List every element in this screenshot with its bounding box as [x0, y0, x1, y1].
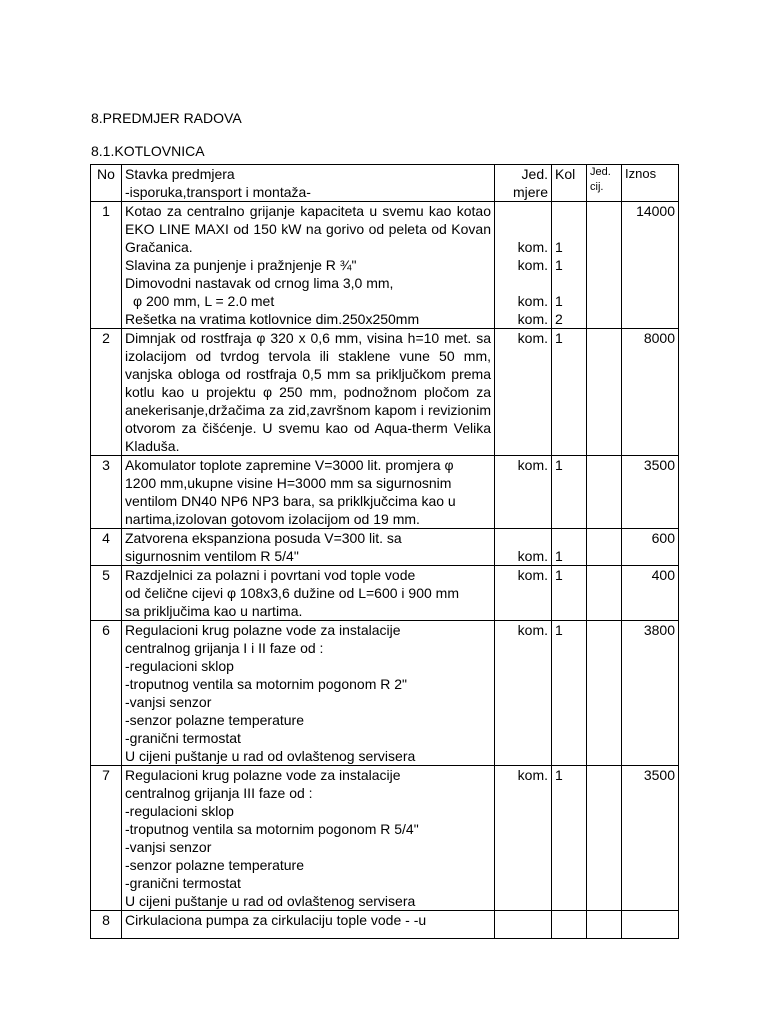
- table-row: [91, 529, 679, 566]
- row-description: Dimnjak od rostfraja φ 320 x 0,6 mm, visina h=10 met. sa izolacijom od tvrdog tervola ili staklene vune 50 mm, vanjska obloga od rostfraja 0,5 mm sa priključkom prema kotlu kao u projektu φ 250 mm, podnožnom pločom za anekerisanje,držačima za zid,završnom kapom i revizionim otvorom za čišćenje. U svemu kao od Aqua-therm Velika Kladuša.: [122, 329, 495, 456]
- row-qty: 1: [552, 329, 587, 456]
- row-unit: kom.: [495, 566, 552, 621]
- table-header-row: [91, 165, 679, 202]
- header-desc-line1: Stavka predmjera: [125, 166, 235, 182]
- header-unit-line1: Jed.: [521, 166, 548, 182]
- row-unit-price: [587, 456, 622, 529]
- row-qty-value: 1: [555, 293, 563, 309]
- row-qty: 1: [552, 766, 587, 911]
- row-desc-line: Regulacioni krug polazne vode za instalacije: [125, 622, 401, 638]
- table-row: [91, 202, 679, 329]
- row-qty: 1: [552, 566, 587, 621]
- row-unit-value: kom.: [517, 293, 548, 309]
- header-unitprice-line2: cij.: [590, 181, 604, 193]
- row-qty: 1: [552, 456, 587, 529]
- row-amount: 8000: [622, 329, 679, 456]
- row-no: 3: [91, 456, 122, 529]
- row-desc-line: Razdjelnici za polazni i povrtani vod tople vode: [125, 567, 416, 583]
- row-no: 2: [91, 329, 122, 456]
- row-no: 8: [91, 911, 122, 939]
- header-qty: Kol: [552, 165, 587, 202]
- header-unit-price: [587, 165, 622, 202]
- row-amount: 3500: [622, 456, 679, 529]
- header-desc-line2: -isporuka,transport i montaža-: [125, 184, 311, 200]
- table-row: [91, 566, 679, 621]
- row-unit-price: [587, 766, 622, 911]
- row-unit-value: kom.: [517, 257, 548, 273]
- row-desc-main: Kotao za centralno grijanje kapaciteta u svemu kao kotao EKO LINE MAXI od 150 kW na gorivo od peleta od Kovan Gračanica.: [125, 203, 491, 255]
- table-row: [91, 621, 679, 766]
- row-desc-line: od čelične cijevi φ 108x3,6 dužine od L=600 i 900 mm: [125, 585, 460, 601]
- row-unit: [495, 529, 552, 566]
- row-unit: kom.: [495, 621, 552, 766]
- row-unit: kom.: [495, 766, 552, 911]
- row-qty: 1: [552, 621, 587, 766]
- row-no: 6: [91, 621, 122, 766]
- row-unit-price: [587, 329, 622, 456]
- row-amount: 600: [622, 529, 679, 566]
- header-no: No: [91, 165, 122, 202]
- header-amount: Iznos: [622, 165, 679, 202]
- row-desc-line: ventilom DN40 NP6 NP3 bara, sa priklkjučcima kao u: [125, 493, 456, 509]
- row-unit: [495, 202, 552, 329]
- row-desc-line: centralnog grijanja I i II faze od :: [125, 640, 324, 656]
- row-no: 5: [91, 566, 122, 621]
- row-qty-value: 1: [555, 257, 563, 273]
- row-description: [122, 766, 495, 911]
- row-desc-line: nartima,izolovan gotovom izolacijom od 19 mm.: [125, 511, 420, 527]
- row-qty-value: 1: [555, 239, 563, 255]
- row-desc-line: centralnog grijanja III faze od :: [125, 785, 313, 801]
- row-unit-price: [587, 566, 622, 621]
- row-unit-value: kom.: [517, 311, 548, 327]
- row-no: 1: [91, 202, 122, 329]
- row-unit: kom.: [495, 329, 552, 456]
- row-desc-line: -troputnog ventila sa motornim pogonom R 2": [125, 676, 408, 692]
- row-amount: 14000: [622, 202, 679, 329]
- row-desc-line: 1200 mm,ukupne visine H=3000 mm sa sigurnosnim: [125, 475, 452, 491]
- row-desc-line: -vanjsi senzor: [125, 839, 212, 855]
- row-desc-line: -vanjsi senzor: [125, 694, 212, 710]
- row-description: Cirkulaciona pumpa za cirkulaciju tople vode - -u: [122, 911, 495, 939]
- row-amount: [622, 911, 679, 939]
- subsection-title: 8.1.KOTLOVNICA: [91, 143, 205, 159]
- table-row: [91, 766, 679, 911]
- row-no: 7: [91, 766, 122, 911]
- row-desc-line: -troputnog ventila sa motornim pogonom R 5/4": [125, 821, 419, 837]
- row-desc-line: U cijeni puštanje u rad od ovlaštenog servisera: [125, 748, 416, 764]
- header-unitprice-line1: Jed.: [590, 166, 611, 178]
- row-qty-value: 2: [555, 311, 563, 327]
- row-no: 4: [91, 529, 122, 566]
- row-amount: 400: [622, 566, 679, 621]
- row-unit: kom.: [495, 456, 552, 529]
- row-description: [122, 566, 495, 621]
- row-desc-sub: φ 200 mm, L = 2.0 met: [133, 293, 275, 309]
- row-desc-line: sigurnosnim ventilom R 5/4": [125, 548, 299, 564]
- row-unit-price: [587, 621, 622, 766]
- row-desc-line: -senzor polazne temperature: [125, 857, 304, 873]
- row-desc-sub: Slavina za punjenje i pražnjenje R ¾": [125, 257, 357, 273]
- row-desc-sub: Rešetka na vratima kotlovnice dim.250x250mm: [125, 311, 420, 327]
- row-description: [122, 529, 495, 566]
- row-unit-price: [587, 202, 622, 329]
- table-row: [91, 911, 679, 939]
- row-desc-sub: Dimovodni nastavak od crnog lima 3,0 mm,: [125, 275, 394, 291]
- row-desc-line: sa priključima kao u nartima.: [125, 603, 303, 619]
- header-unit-line2: mjere: [512, 184, 548, 200]
- row-unit-value: kom.: [517, 239, 548, 255]
- row-unit-price: [587, 911, 622, 939]
- row-desc-line: -regulacioni sklop: [125, 803, 234, 819]
- row-description: [122, 621, 495, 766]
- table-row: [91, 329, 679, 456]
- row-desc-line: U cijeni puštanje u rad od ovlaštenog servisera: [125, 893, 416, 909]
- row-desc-line: Akomulator toplote zapremine V=3000 lit. promjera φ: [125, 457, 454, 473]
- row-amount: 3500: [622, 766, 679, 911]
- row-qty: [552, 202, 587, 329]
- row-desc-line: -senzor polazne temperature: [125, 712, 304, 728]
- bill-of-quantities-table: [90, 164, 679, 939]
- row-description: [122, 456, 495, 529]
- row-desc-line: -granični termostat: [125, 730, 241, 746]
- row-qty-value: 1: [555, 548, 563, 564]
- row-qty: [552, 911, 587, 939]
- row-desc-line: Zatvorena ekspanziona posuda V=300 lit. sa: [125, 530, 402, 546]
- section-title: 8.PREDMJER RADOVA: [91, 110, 242, 126]
- row-unit-value: kom.: [517, 548, 548, 564]
- header-description: [122, 165, 495, 202]
- row-unit-price: [587, 529, 622, 566]
- row-desc-line: -granični termostat: [125, 875, 241, 891]
- row-qty: [552, 529, 587, 566]
- row-description: [122, 202, 495, 329]
- row-amount: 3800: [622, 621, 679, 766]
- header-unit: [495, 165, 552, 202]
- row-unit: [495, 911, 552, 939]
- row-desc-line: Regulacioni krug polazne vode za instalacije: [125, 767, 401, 783]
- table-row: [91, 456, 679, 529]
- row-desc-line: -regulacioni sklop: [125, 658, 234, 674]
